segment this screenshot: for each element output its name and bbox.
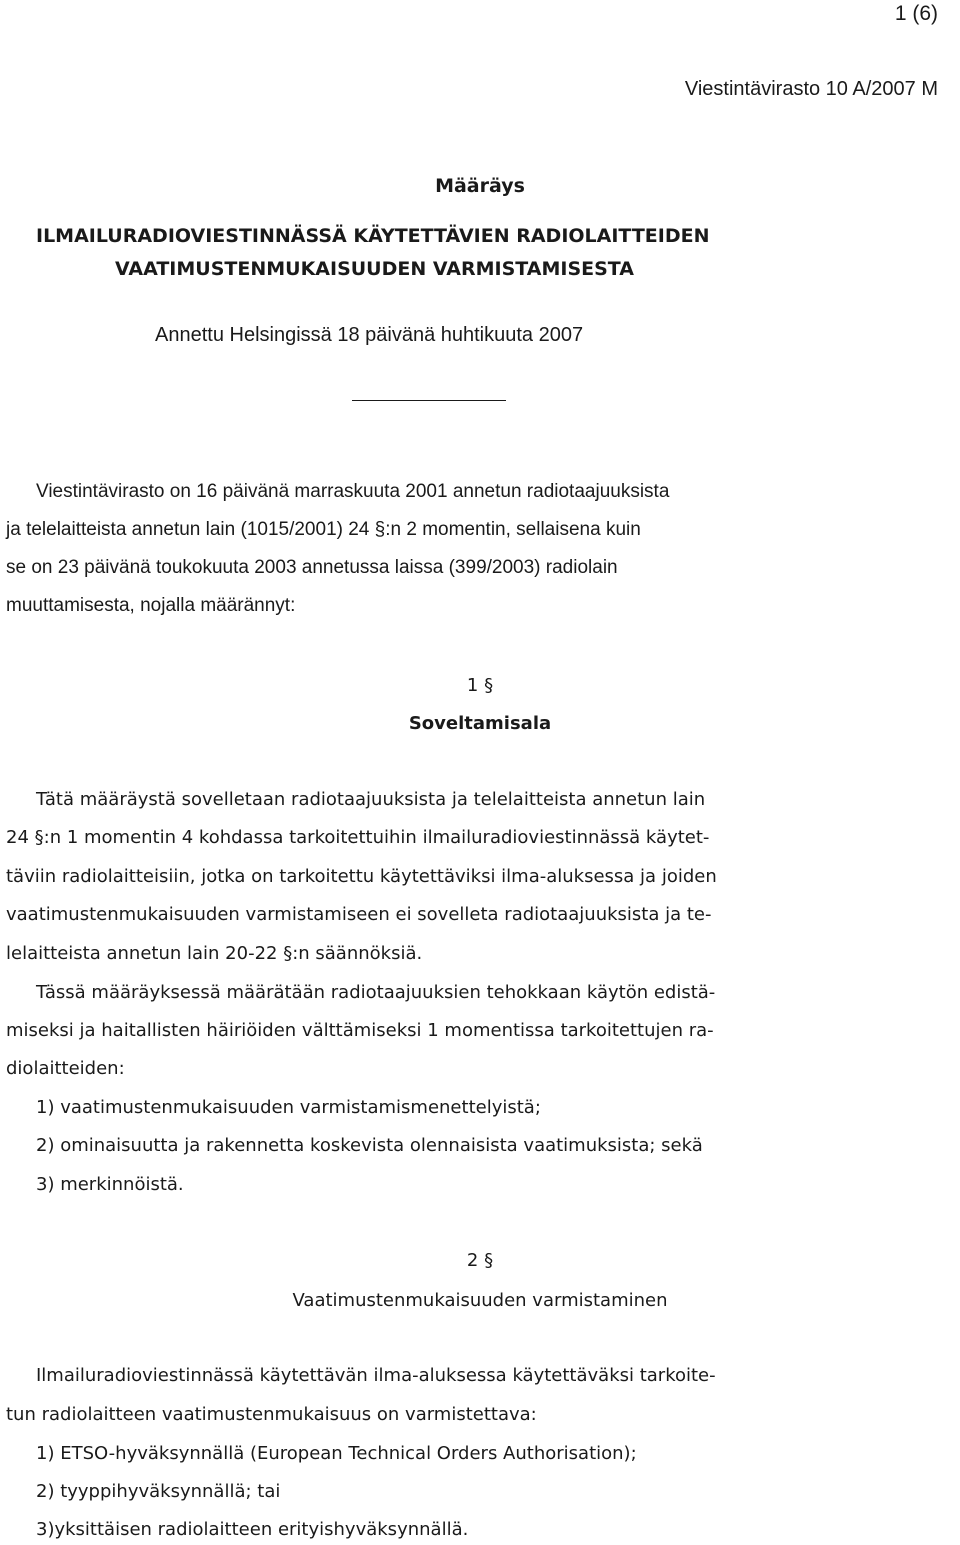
section-1-para-line: Tässä määräyksessä määrätään radiotaajuuksien tehokkaan käytön edistä- [36,982,716,1003]
section-1-para-line: lelaitteista annetun lain 20-22 §:n säännöksiä. [6,943,423,964]
section-2-para-line: Ilmailuradioviestinnässä käytettävän ilma-aluksessa käytettäväksi tarkoite- [36,1365,716,1386]
intro-line: ja telelaitteista annetun lain (1015/2001) 24 §:n 2 momentin, sellaisena kuin [6,519,641,540]
section-2-list-item: 3)yksittäisen radiolaitteen erityishyväksynnällä. [36,1519,469,1540]
section-1-para-line: miseksi ja haitallisten häiriöiden välttämiseksi 1 momentissa tarkoitettujen ra- [6,1020,714,1041]
section-2-para-line: tun radiolaitteen vaatimustenmukaisuus on varmistettava: [6,1404,537,1425]
document-title-line-1: ILMAILURADIOVIESTINNÄSSÄ KÄYTETTÄVIEN RADIOLAITTEIDEN [36,225,710,247]
document-type: Määräys [435,175,525,197]
section-1-para-line: vaatimustenmukaisuuden varmistamiseen ei sovelleta radiotaajuuksista ja te- [6,904,712,925]
intro-line: se on 23 päivänä toukokuuta 2003 annetussa laissa (399/2003) radiolain [6,557,618,578]
section-2-list-item: 2) tyyppihyväksynnällä; tai [36,1481,281,1502]
section-2-number: 2 § [466,1250,494,1271]
section-1-list-item: 3) merkinnöistä. [36,1174,184,1195]
section-2-list-item: 1) ETSO-hyväksynnällä (European Technical Orders Authorisation); [36,1443,637,1464]
separator-rule [352,400,506,401]
section-1-list-item: 2) ominaisuutta ja rakennetta koskevista olennaisista vaatimuksista; sekä [36,1135,703,1156]
section-1-para-line: Tätä määräystä sovelletaan radiotaajuuksista ja telelaitteista annetun lain [36,789,706,810]
section-1-heading: Soveltamisala [408,713,552,734]
intro-line: muuttamisesta, nojalla määrännyt: [6,595,296,616]
document-reference: Viestintävirasto 10 A/2007 M [684,78,938,100]
intro-line: Viestintävirasto on 16 päivänä marraskuuta 2001 annetun radiotaajuuksista [36,481,670,502]
issue-date-line: Annettu Helsingissä 18 päivänä huhtikuuta 2007 [155,324,584,346]
section-2-heading: Vaatimustenmukaisuuden varmistaminen [292,1290,668,1311]
section-1-number: 1 § [466,675,494,696]
section-1-para-line: 24 §:n 1 momentin 4 kohdassa tarkoitettuihin ilmailuradioviestinnässä käytet- [6,827,710,848]
document-title-line-2: VAATIMUSTENMUKAISUUDEN VARMISTAMISESTA [115,258,634,280]
section-1-list-item: 1) vaatimustenmukaisuuden varmistamismenettelyistä; [36,1097,541,1118]
section-1-para-line: diolaitteiden: [6,1058,125,1079]
page-number: 1 (6) [894,2,938,25]
section-1-para-line: täviin radiolaitteisiin, jotka on tarkoitettu käytettäviksi ilma-aluksessa ja joiden [6,866,717,887]
